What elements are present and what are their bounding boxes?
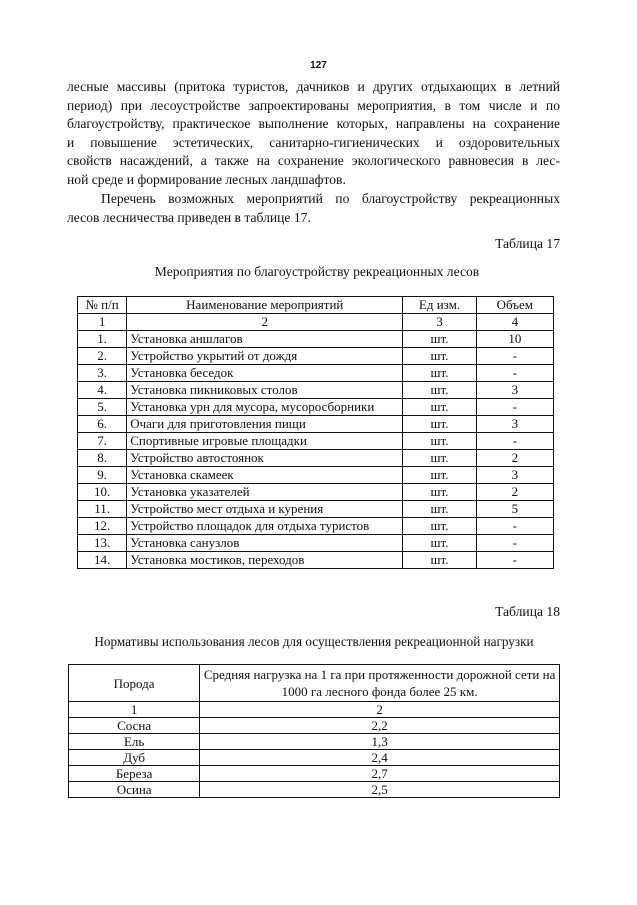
table17-row [78,552,554,569]
table17-volume-cell: 10 [476,331,553,348]
table17-name-cell: Очаги для приготовления пищи [127,416,403,433]
table17-numbering-cell: 1 [78,314,127,331]
table17-volume-cell: - [476,348,553,365]
table17-volume-cell: 2 [476,450,553,467]
table17-row [78,331,554,348]
table17-row [78,450,554,467]
table17-unit-cell: шт. [403,399,476,416]
text-line: ной среде и формирование лесных ландшафтов. [67,171,346,187]
table17-name-cell: Установка мостиков, переходов [127,552,403,569]
table18-numbering-row [69,702,560,718]
table17-row [78,382,554,399]
table18 [68,664,560,798]
table17-numbering-cell: 3 [403,314,476,331]
table17-row [78,399,554,416]
table18-label: Таблица 18 [495,604,560,619]
table17-number-cell: 9. [78,467,127,484]
table18-numbering-cell: 2 [200,702,560,718]
table17-unit-cell: шт. [403,535,476,552]
table17-name-cell: Устройство автостоянок [127,450,403,467]
table17-header-number: № п/п [78,297,127,314]
table17-unit-cell: шт. [403,501,476,518]
text-line: лесов лесничества приведен в таблице 17. [67,209,311,225]
table17-number-cell: 13. [78,535,127,552]
text-line: период) при лесоустройстве запроектированы мероприятия, в том числе и по [67,97,560,113]
table17-volume-cell: - [476,399,553,416]
paragraph-intro [67,78,560,190]
table17-volume-cell: 3 [476,382,553,399]
table17-row [78,518,554,535]
table17-unit-cell: шт. [403,552,476,569]
table17-row [78,467,554,484]
table18-title: Нормативы использования лесов для осуществления рекреационной нагрузки [94,634,534,649]
table17-name-cell: Устройство площадок для отдыха туристов [127,518,403,535]
table18-row [69,782,560,798]
table17-numbering-cell: 2 [127,314,403,331]
table18-row [69,750,560,766]
table18-load-cell: 1,3 [200,734,560,750]
table18-load-cell: 2,2 [200,718,560,734]
table17-name-cell: Установка указателей [127,484,403,501]
table17-name-cell: Установка аншлагов [127,331,403,348]
table17-unit-cell: шт. [403,433,476,450]
table17-unit-cell: шт. [403,348,476,365]
table17-header-row [78,297,554,314]
table18-species-cell: Дуб [69,750,200,766]
table17-numbering-cell: 4 [476,314,553,331]
table17-volume-cell: - [476,433,553,450]
table17-volume-cell: - [476,552,553,569]
table17-number-cell: 6. [78,416,127,433]
table17-name-cell: Устройство мест отдыха и курения [127,501,403,518]
text-line: лесные массивы (притока туристов, дачников и других отдыхающих в летний [67,79,560,94]
table17-volume-cell: 2 [476,484,553,501]
table18-species-cell: Сосна [69,718,200,734]
table17-header-unit: Ед изм. [403,297,476,314]
table17-header-volume: Объем [476,297,553,314]
table17-unit-cell: шт. [403,467,476,484]
text-line: свойств насаждений, а также на сохранение экологического равновесия в лес- [67,153,560,169]
table18-row [69,718,560,734]
table17-name-cell: Установка санузлов [127,535,403,552]
table17-number-cell: 1. [78,331,127,348]
table17-number-cell: 11. [78,501,127,518]
table17-row [78,348,554,365]
table17-title: Мероприятия по благоустройству рекреационных лесов [154,264,480,279]
table17-number-cell: 5. [78,399,127,416]
table18-species-cell: Береза [69,766,200,782]
table17-name-cell: Устройство укрытий от дождя [127,348,403,365]
table17-unit-cell: шт. [403,450,476,467]
table17-row [78,365,554,382]
table17-name-cell: Установка урн для мусора, мусоросборники [127,399,403,416]
text-line: благоустройству, практическое выполнение которых, направлены на сохранение [67,116,560,132]
table17-volume-cell: 3 [476,416,553,433]
table18-header-row [69,665,560,702]
table17-name-cell: Спортивные игровые площадки [127,433,403,450]
table18-load-cell: 2,4 [200,750,560,766]
table17-unit-cell: шт. [403,382,476,399]
text-line: и повышение эстетических, санитарно-гигиенических и оздоровительных [67,134,560,150]
table17-unit-cell: шт. [403,365,476,382]
table17-number-cell: 2. [78,348,127,365]
page-number: 127 [310,60,327,71]
table17-unit-cell: шт. [403,416,476,433]
table17-volume-cell: 3 [476,467,553,484]
table17 [77,296,554,569]
table17-name-cell: Установка беседок [127,365,403,382]
table18-species-cell: Ель [69,734,200,750]
table18-load-cell: 2,5 [200,782,560,798]
table17-row [78,484,554,501]
table17-number-cell: 4. [78,382,127,399]
table17-row [78,535,554,552]
paragraph-reference [67,190,560,227]
table17-label: Таблица 17 [495,236,560,251]
table17-unit-cell: шт. [403,518,476,535]
table17-unit-cell: шт. [403,331,476,348]
table17-number-cell: 12. [78,518,127,535]
table18-row [69,734,560,750]
table17-volume-cell: 5 [476,501,553,518]
table18-row [69,766,560,782]
table17-name-cell: Установка скамеек [127,467,403,484]
table17-numbering-row [78,314,554,331]
table17-volume-cell: - [476,535,553,552]
table18-header-species: Порода [69,665,200,702]
table17-unit-cell: шт. [403,484,476,501]
table18-load-cell: 2,7 [200,766,560,782]
table17-number-cell: 8. [78,450,127,467]
table17-row [78,416,554,433]
table17-number-cell: 3. [78,365,127,382]
table17-volume-cell: - [476,365,553,382]
table18-species-cell: Осина [69,782,200,798]
table17-number-cell: 14. [78,552,127,569]
table17-number-cell: 7. [78,433,127,450]
table17-volume-cell: - [476,518,553,535]
table18-header-load: Средняя нагрузка на 1 га при протяженности дорожной сети на 1000 га лесного фонда более 25 км. [200,665,560,702]
table18-numbering-cell: 1 [69,702,200,718]
text-line: Перечень возможных мероприятий по благоустройству рекреационных [101,191,560,206]
table17-name-cell: Установка пикниковых столов [127,382,403,399]
table17-row [78,433,554,450]
table17-header-name: Наименование мероприятий [127,297,403,314]
table17-number-cell: 10. [78,484,127,501]
table17-row [78,501,554,518]
